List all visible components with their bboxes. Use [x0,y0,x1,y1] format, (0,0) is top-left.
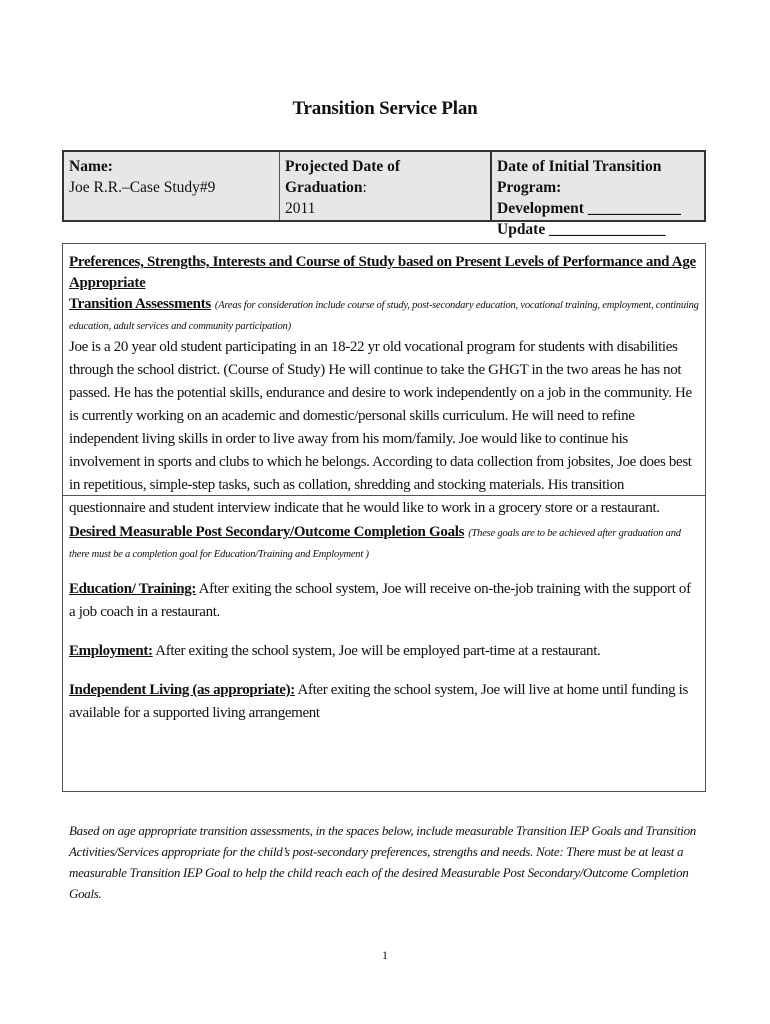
education-label: Education/ Training: [69,581,197,597]
goals-note: (These goals are to be achieved after graduation and there must be a completion goal for Education/Training and Employment ) [69,528,681,560]
goals-section [62,496,706,792]
page-number: 1 [382,948,388,962]
instruction-note: Based on age appropriate transition assessments, in the spaces below, include measurable Transition IEP Goals and Transition Activities/Services appropriate for the child’s post-secondary preferences, strengths and needs. Note: There must be at least a measurable Transition IEP Goal to help the child reach each of the desired Measurable Post Secondary/Outcome Completion Goals. [69,823,697,901]
education-goal [69,578,699,624]
graduation-colon: : [362,179,367,196]
program-label: Date of Initial Transition Program: [497,158,662,196]
graduation-label: Projected Date of Graduation [285,158,401,196]
update-field: Update _______________ [497,221,666,238]
preferences-section [62,243,706,516]
goals-heading: Desired Measurable Post Secondary/Outcome Completion Goals [69,524,465,540]
living-goal [69,679,699,725]
name-cell [64,152,279,220]
preferences-body: Joe is a 20 year old student participating in an 18-22 yr old vocational program for students with disabilities through the school district. (Course of Study) He will continue to take the GHGT in the two areas he has not passed. He has the potential skills, endurance and desire to work independently on a job in the community. He is currently working on an academic and domestic/personal skills curriculum. He will need to refine independent living skills in order to live away from his mom/family. Joe would like to continue his involvement in sports and clubs to which he belongs. According to data collection from jobsites, Joe does best in repetitious, simple-step tasks, such as collation, shredding and stocking materials. His transition questionnaire and student interview indicate that he would like to work in a grocery store or a restaurant. [69,339,692,516]
page-title: Transition Service Plan [292,98,478,119]
education-text: After exiting the school system, Joe will receive on-the-job training with the support of a job coach in a restaurant. [69,581,691,620]
living-label: Independent Living (as appropriate): [69,682,295,698]
employment-label: Employment: [69,643,153,659]
development-field: Development ____________ [497,200,681,217]
living-text: After exiting the school system, Joe will live at home until funding is available for a supported living arrangement [69,682,688,721]
employment-text: After exiting the school system, Joe will be employed part-time at a restaurant. [152,643,601,659]
name-value: Joe R.R.–Case Study#9 [69,179,216,196]
preferences-heading-line1: Preferences, Strengths, Interests and Course of Study based on Present Levels of Performance and Age Appropriate [69,254,696,291]
transition-program-cell [490,152,704,238]
student-info-table [62,150,706,238]
preferences-heading-line2: Transition Assessments [69,296,211,312]
employment-goal [69,640,699,663]
name-label: Name: [69,158,113,175]
graduation-cell [279,152,490,220]
graduation-value: 2011 [285,200,316,217]
preferences-note: (Areas for consideration include course of study, post-secondary education, vocational training, employment, continuing education, adult services and community participation) [69,300,699,332]
